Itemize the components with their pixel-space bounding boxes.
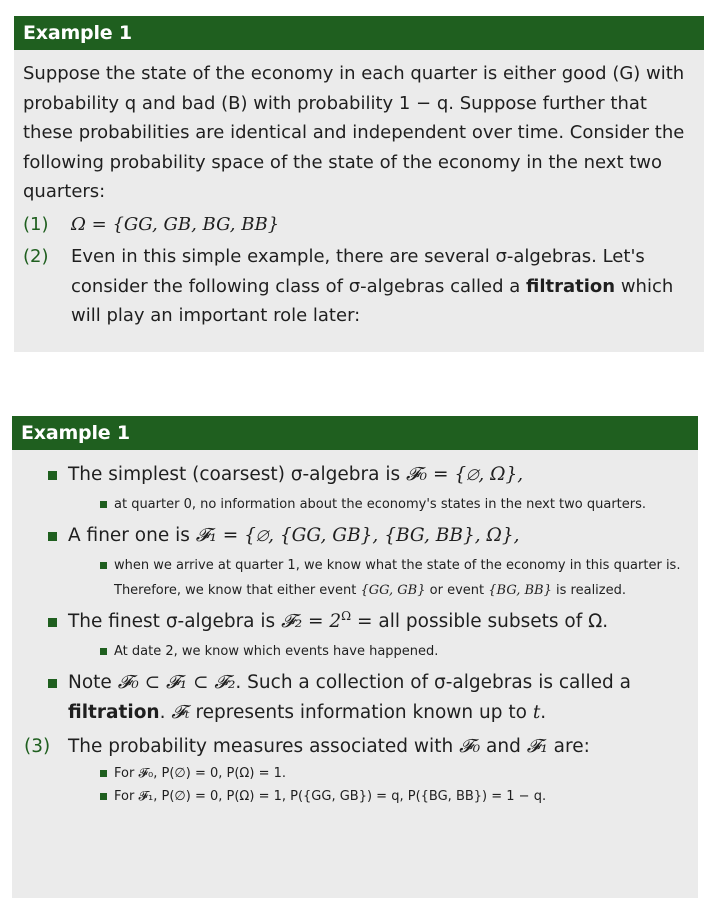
square-bullet-icon <box>100 793 107 800</box>
sub-bullet-text: At date 2, we know which events have happened. <box>114 644 439 659</box>
enum-number: (2) <box>23 246 49 267</box>
probability-measure-text: For 𝓕₁, P(∅) = 0, P(Ω) = 1, P({GG, GB}) = q, P({BG, BB}) = 1 − q. <box>114 789 547 804</box>
enum-item-1 <box>23 210 694 240</box>
block-body <box>12 450 698 808</box>
math: 𝓕₀ ⊂ 𝓕₁ ⊂ 𝓕₂ <box>117 672 236 693</box>
example-block-1 <box>14 16 704 352</box>
enum-text: are: <box>547 736 590 757</box>
square-bullet-icon <box>100 562 107 569</box>
math: = all possible subsets of Ω. <box>351 611 609 632</box>
bullet-text: . Such a collection of σ-algebras is called a <box>235 672 631 693</box>
bullet-item <box>22 607 690 637</box>
bold-term: filtration <box>526 275 616 297</box>
sub-bullet-text: or event <box>425 583 489 598</box>
math-superscript: Ω <box>341 608 352 623</box>
math: {BG, BB} <box>488 583 552 598</box>
enum-text: The probability measures associated with <box>68 736 460 757</box>
math: 𝓕₀ <box>459 736 481 757</box>
probability-measure-text: For 𝓕₀, P(∅) = 0, P(Ω) = 1. <box>114 766 286 781</box>
sub-bullet-text: when we arrive at quarter 1, we know what the state of the economy in this quarter is. Therefore, we know that either event <box>114 558 681 598</box>
math: t <box>532 702 541 723</box>
sub-bullet-text: is realized. <box>551 583 626 598</box>
bullet-text: . <box>540 702 547 723</box>
enum-text: Even in this simple example, there are several σ-algebras. Let's consider the following class of σ-algebras called a <box>71 246 645 297</box>
math: 𝓕ₜ <box>171 702 190 723</box>
bullet-text: . <box>159 702 172 723</box>
example-block-2 <box>12 416 698 898</box>
square-bullet-icon <box>48 532 57 541</box>
math: {GG, GB} <box>360 583 426 598</box>
bullet-text: The simplest (coarsest) σ-algebra is <box>68 464 407 485</box>
math: 𝓕₁ <box>526 736 548 757</box>
sub-bullet-item <box>22 639 690 664</box>
sub-bullet-item <box>22 553 690 603</box>
intro-paragraph: Suppose the state of the economy in each quarter is either good (G) with probability q and bad (B) with probability 1 − q. Suppose further that these probabilities are identical and independent over time. Consider the following probability space of the state of the economy in the next two quarters: <box>23 63 685 202</box>
sub-bullet-item <box>22 492 690 517</box>
math: 𝓕₂ = 2 <box>281 611 342 632</box>
bullet-item <box>22 668 690 728</box>
bold-term: filtration <box>68 702 160 723</box>
bullet-text: The finest σ-algebra is <box>68 611 282 632</box>
sample-space-formula: Ω = {GG, GB, BG, BB} <box>71 213 280 235</box>
square-bullet-icon <box>100 648 107 655</box>
square-bullet-icon <box>100 770 107 777</box>
math: 𝓕₁ = {∅, {GG, GB}, {BG, BB}, Ω}, <box>195 525 520 546</box>
square-bullet-icon <box>48 679 57 688</box>
square-bullet-icon <box>100 501 107 508</box>
block-body <box>14 50 704 331</box>
enum-number: (1) <box>23 213 49 235</box>
enum-item-3 <box>22 732 690 762</box>
sub-bullet-item <box>22 762 690 785</box>
math: 𝓕₀ = {∅, Ω}, <box>406 464 524 485</box>
block-title: Example 1 <box>14 16 704 50</box>
block-title: Example 1 <box>12 416 698 450</box>
square-bullet-icon <box>48 471 57 480</box>
enum-text: and <box>480 736 527 757</box>
bullet-text: A finer one is <box>68 525 196 546</box>
sub-bullet-text: at quarter 0, no information about the economy's states in the next two quarters. <box>114 497 647 512</box>
bullet-text: represents information known up to <box>189 702 533 723</box>
bullet-item <box>22 521 690 551</box>
bullet-text: Note <box>68 672 118 693</box>
sub-bullet-item <box>22 785 690 808</box>
square-bullet-icon <box>48 618 57 627</box>
enum-item-2 <box>23 242 694 331</box>
enum-text: which will play an important role later: <box>71 275 674 326</box>
enum-number: (3) <box>24 736 51 757</box>
bullet-item <box>22 460 690 490</box>
